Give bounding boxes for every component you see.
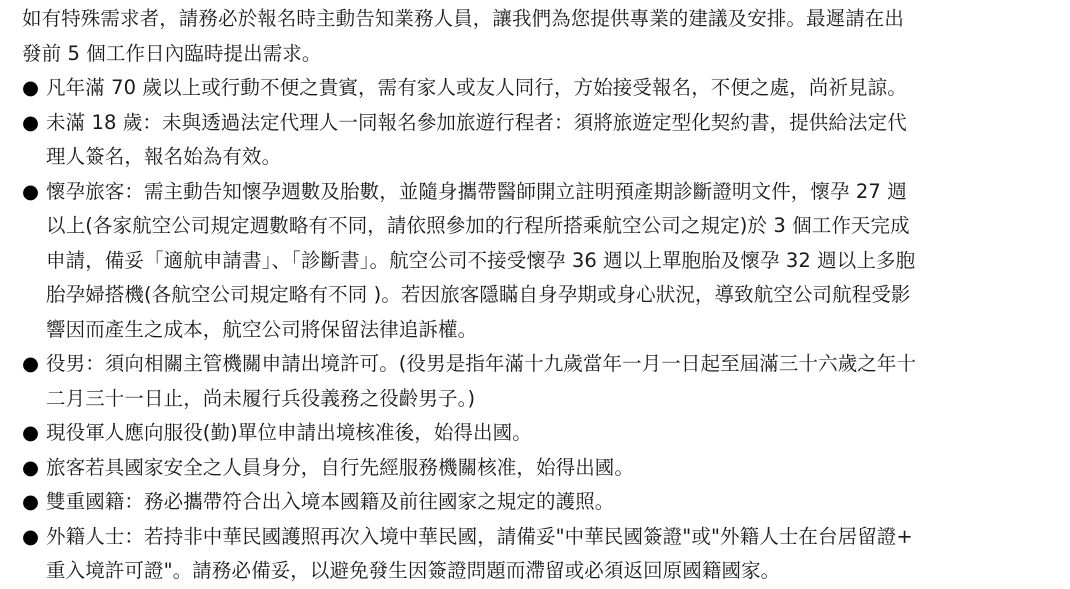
list-item-foreigner — [22, 520, 1070, 589]
list-item-text-continued: 以上(各家航空公司規定週數略有不同，請依照參加的行程所搭乘航空公司之規定)於 3 個工作天完成 — [46, 214, 910, 237]
list-item-text: 凡年滿 70 歲以上或行動不便之貴賓，需有家人或友人同行，方始接受報名，不便之處，尚祈見諒。 — [46, 76, 907, 99]
bullet-icon: ● — [22, 179, 40, 203]
bullet-icon: ● — [22, 421, 40, 444]
list-item-national-security — [22, 451, 1070, 486]
list-item-military — [22, 416, 1070, 451]
list-item-elderly — [22, 71, 1070, 106]
list-item-text-continued: 胎孕婦搭機(各航空公司規定略有不同 )。若因旅客隱瞞自身孕期或身心狀況，導致航空公司航程受影 — [46, 283, 911, 306]
list-item-text: 外籍人士：若持非中華民國護照再次入境中華民國，請備妥"中華民國簽證"或"外籍人士在台居留證+ — [46, 524, 913, 548]
intro-line-1: 如有特殊需求者，請務必於報名時主動告知業務人員，讓我們為您提供專業的建議及安排。最遲請在出 — [22, 7, 905, 30]
intro-line-2: 發前 5 個工作日內臨時提出需求。 — [22, 41, 322, 65]
bullet-icon: ● — [22, 490, 40, 513]
list-item-text-continued: 二月三十一日止，尚未履行兵役義務之役齡男子。) — [46, 386, 476, 410]
list-item-text: 懷孕旅客：需主動告知懷孕週數及胎數，並隨身攜帶醫師開立註明預產期診斷證明文件，懷孕 27 週 — [46, 179, 907, 203]
bullet-icon: ● — [22, 455, 40, 479]
list-item-text-continued: 理人簽名，報名始為有效。 — [46, 145, 282, 168]
list-item-conscript — [22, 347, 1070, 416]
list-item-pregnant — [22, 175, 1070, 348]
list-item-dual-nationality — [22, 485, 1070, 520]
list-item-text-continued: 響因而產生之成本，航空公司將保留法律追訴權。 — [46, 317, 478, 341]
bullet-icon: ● — [22, 524, 40, 548]
list-item-minor — [22, 106, 1070, 175]
list-item-text: 役男：須向相關主管機關申請出境許可。(役男是指年滿十九歲當年一月一日起至屆滿三十六歲之年十 — [46, 352, 917, 375]
bullet-icon: ● — [22, 76, 40, 99]
list-item-text-continued: 申請，備妥「適航申請書」、「診斷書」。航空公司不接受懷孕 36 週以上單胞胎及懷孕 32 週以上多胞 — [46, 248, 916, 272]
list-item-text: 旅客若具國家安全之人員身分，自行先經服務機關核准，始得出國。 — [46, 455, 635, 479]
bullet-icon: ● — [22, 110, 40, 134]
list-item-text: 雙重國籍：務必攜帶符合出入境本國籍及前往國家之規定的護照。 — [46, 490, 615, 513]
list-item-text-continued: 重入境許可證"。請務必備妥，以避免發生因簽證問題而滯留或必須返回原國籍國家。 — [46, 559, 781, 582]
list-item-text: 現役軍人應向服役(勤)單位申請出境核准後，始得出國。 — [46, 421, 532, 444]
bullet-icon: ● — [22, 352, 40, 375]
list-item-text: 未滿 18 歲：未與透過法定代理人一同報名參加旅遊行程者：須將旅遊定型化契約書，提供給法定代 — [46, 110, 907, 134]
